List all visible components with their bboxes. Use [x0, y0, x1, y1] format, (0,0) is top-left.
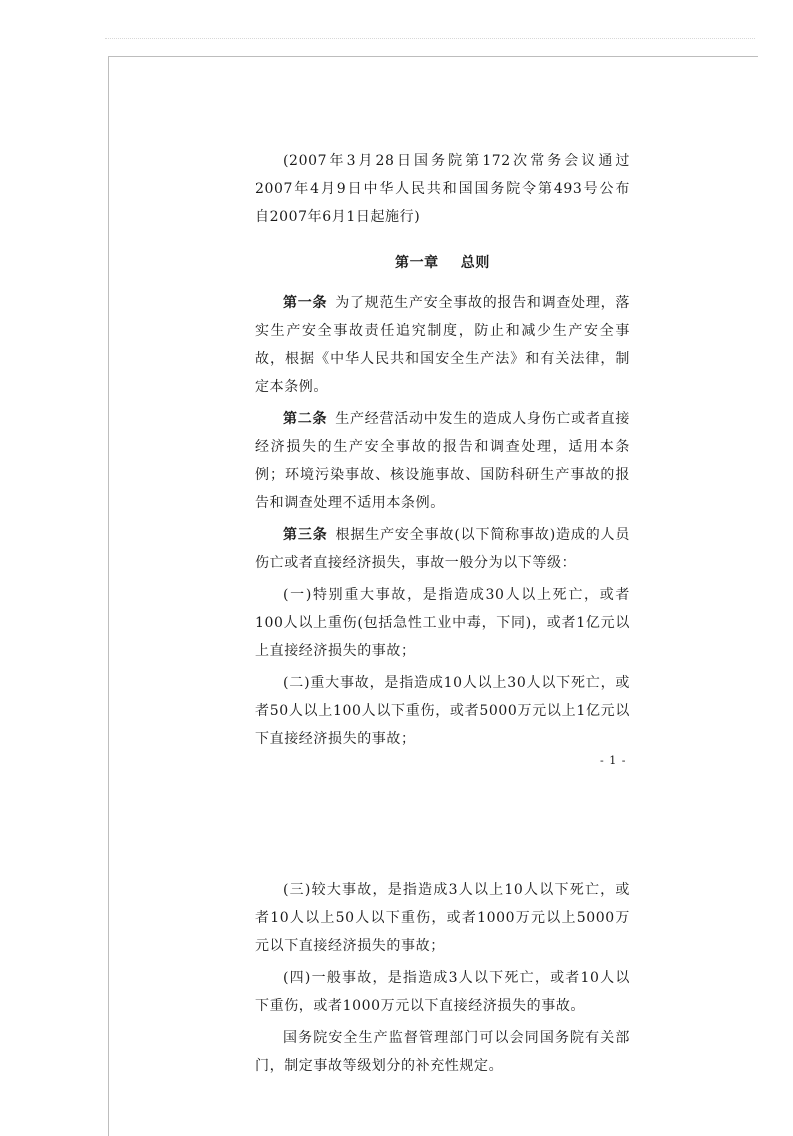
- grade-item-1: (一)特别重大事故，是指造成30人以上死亡，或者100人以上重伤(包括急性工业中毒，下同)，或者1亿元以上直接经济损失的事故；: [255, 587, 630, 659]
- article-text: 生产经营活动中发生的造成人身伤亡或者直接经济损失的生产安全事故的报告和调查处理，适用本条例；环境污染事故、核设施事故、国防科研生产事故的报告和调查处理不适用本条例。: [255, 411, 631, 511]
- grade-item-2: (二)重大事故，是指造成10人以上30人以下死亡，或者50人以上100人以下重伤，或者5000万元以上1亿元以下直接经济损失的事故；: [255, 675, 630, 747]
- chapter-title: 总则: [460, 255, 490, 271]
- top-divider: [105, 38, 755, 39]
- preamble: (2007年3月28日国务院第172次常务会议通过 2007年4月9日中华人民共和国国务院令第493号公布 自2007年6月1日起施行): [255, 153, 645, 225]
- article-3: [255, 521, 630, 577]
- grade-item-3: (三)较大事故，是指造成3人以上10人以下死亡，或者10人以上50人以下重伤，或者1000万元以上5000万元以下直接经济损失的事故；: [255, 882, 630, 954]
- page-number: - 1 -: [600, 754, 627, 767]
- article-label: 第二条: [283, 411, 328, 427]
- chapter-heading: [255, 249, 630, 277]
- article-1: [255, 289, 630, 401]
- article-label: 第三条: [283, 527, 328, 543]
- document-body-page-1: [255, 147, 645, 757]
- closing-paragraph: 国务院安全生产监督管理部门可以会同国务院有关部门，制定事故等级划分的补充性规定。: [255, 1030, 630, 1074]
- document-body-page-2: [255, 876, 630, 1084]
- article-text: 根据生产安全事故(以下简称事故)造成的人员伤亡或者直接经济损失，事故一般分为以下等级：: [255, 527, 630, 571]
- article-2: [255, 405, 630, 517]
- article-text: 为了规范生产安全事故的报告和调查处理，落实生产安全事故责任追究制度，防止和减少生产安全事故，根据《中华人民共和国安全生产法》和有关法律，制定本条例。: [255, 295, 631, 395]
- grade-item-4: (四)一般事故，是指造成3人以下死亡，或者10人以下重伤，或者1000万元以下直接经济损失的事故。: [255, 970, 630, 1014]
- chapter-number: 第一章: [394, 255, 439, 271]
- article-label: 第一条: [283, 295, 328, 311]
